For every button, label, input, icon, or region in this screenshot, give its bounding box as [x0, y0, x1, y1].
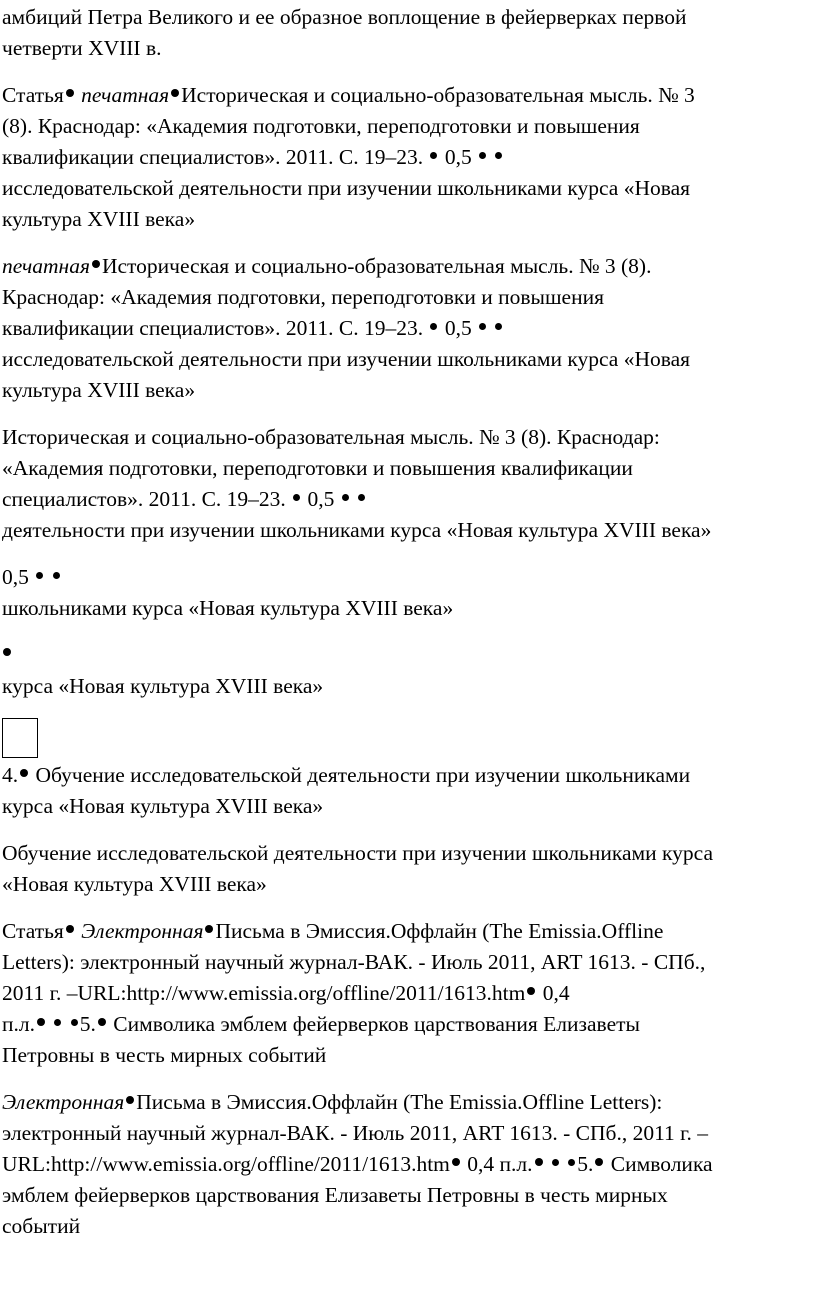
text-fragment: п.л.: [2, 1012, 35, 1036]
text-fragment: Статья: [2, 83, 64, 107]
bullet-icon: [98, 1018, 106, 1026]
paragraph-2: [2, 80, 814, 235]
paragraph-8: [2, 838, 814, 900]
bullet-icon: [54, 1019, 61, 1026]
bullet-icon: [66, 89, 74, 97]
text-fragment: специалистов». 2011. С. 19–23.: [2, 487, 286, 511]
text-line: школьниками курса «Новая культура XVIII века»: [2, 596, 454, 620]
text-fragment: 5.: [577, 1152, 594, 1176]
text-line: [2, 80, 814, 111]
bullet-icon: [3, 648, 11, 656]
text-line: эмблем фейерверков царствования Елизаветы Петровны в честь мирных: [2, 1183, 668, 1207]
paragraph-3: [2, 251, 814, 406]
text-line: культура XVIII века»: [2, 378, 196, 402]
text-line: (8). Краснодар: «Академия подготовки, переподготовки и повышения: [2, 114, 640, 138]
text-line: [2, 142, 814, 173]
bullet-icon: [495, 152, 502, 159]
text-line: [2, 760, 814, 791]
text-fragment: Обучение исследовательской деятельности при изучении школьниками: [35, 763, 691, 787]
italic-text: печатная: [81, 83, 170, 107]
empty-box: [2, 718, 814, 758]
text-line: [2, 313, 814, 344]
text-fragment: 4.: [2, 763, 19, 787]
text-fragment: 2011 г. –URL:http://www.emissia.org/offline/2011/1613.htm: [2, 981, 526, 1005]
bullet-icon: [568, 1159, 575, 1166]
text-line: Краснодар: «Академия подготовки, переподготовки и повышения: [2, 285, 604, 309]
text-fragment: квалификации специалистов». 2011. С. 19–23.: [2, 316, 424, 340]
text-fragment: 0,5: [2, 565, 29, 589]
bullet-icon: [293, 494, 300, 501]
bullet-icon: [495, 323, 502, 330]
text-fragment: 0,5: [307, 487, 335, 511]
paragraph-6: [2, 640, 814, 702]
bullet-icon: [171, 89, 179, 97]
text-line: [2, 562, 814, 593]
bullet-icon: [479, 323, 486, 330]
text-fragment: 0,5: [444, 145, 472, 169]
bullet-icon: [37, 1018, 45, 1026]
bullet-icon: [595, 1158, 603, 1166]
text-line: [2, 251, 814, 282]
text-line: [2, 1149, 814, 1180]
paragraph-7: [2, 760, 814, 822]
text-fragment: Историческая и социально-образовательная мысль. № 3 (8).: [101, 254, 652, 278]
text-line: исследовательской деятельности при изучении школьниками курса «Новая: [2, 347, 691, 371]
paragraph-10: [2, 1087, 814, 1242]
text-fragment: Символика эмблем фейерверков царствования Елизаветы: [113, 1012, 640, 1036]
text-fragment: 0,4: [542, 981, 570, 1005]
text-line: Letters): электронный научный журнал-ВАК. - Июль 2011, ART 1613. - СПб.,: [2, 950, 706, 974]
bullet-icon: [92, 260, 100, 268]
bullet-icon: [552, 1159, 559, 1166]
text-line: электронный научный журнал-ВАК. - Июль 2011, ART 1613. - СПб., 2011 г. –: [2, 1121, 709, 1145]
text-fragment: Письма в Эмиссия.Оффлайн (The Emissia.Offline Letters):: [136, 1090, 663, 1114]
text-line: [2, 484, 814, 515]
text-fragment: 5.: [79, 1012, 96, 1036]
text-line: «Академия подготовки, переподготовки и повышения квалификации: [2, 456, 633, 480]
checkbox-placeholder: [2, 718, 38, 758]
text-line: [2, 978, 814, 1009]
text-line: курса «Новая культура XVIII века»: [2, 674, 324, 698]
paragraph-1: [2, 2, 814, 64]
bullet-icon: [36, 572, 43, 579]
bullet-icon: [527, 987, 535, 995]
text-line: событий: [2, 1214, 81, 1238]
bullet-icon: [66, 925, 74, 933]
bullet-icon: [535, 1158, 543, 1166]
text-fragment: URL:http://www.emissia.org/offline/2011/1613.htm: [2, 1152, 450, 1176]
bullet-icon: [430, 323, 437, 330]
text-line: деятельности при изучении школьниками курса «Новая культура XVIII века»: [2, 518, 712, 542]
document-page: [2, 2, 814, 1258]
text-line: Петровны в честь мирных событий: [2, 1043, 327, 1067]
bullet-icon: [53, 572, 60, 579]
text-fragment: 0,5: [444, 316, 472, 340]
text-fragment: Историческая и социально-образовательная мысль. № 3: [181, 83, 695, 107]
italic-text: Электронная: [81, 919, 204, 943]
bullet-icon: [358, 494, 365, 501]
bullet-line: [2, 640, 814, 671]
text-line: амбиций Петра Великого и ее образное воплощение в фейерверках первой: [2, 5, 687, 29]
text-fragment: Символика: [610, 1152, 713, 1176]
text-line: курса «Новая культура XVIII века»: [2, 794, 324, 818]
paragraph-9: [2, 916, 814, 1071]
italic-text: печатная: [2, 254, 90, 278]
text-line: «Новая культура XVIII века»: [2, 872, 267, 896]
text-fragment: 0,4 п.л.: [467, 1152, 533, 1176]
bullet-icon: [20, 769, 28, 777]
bullet-icon: [342, 494, 349, 501]
text-fragment: квалификации специалистов». 2011. С. 19–23.: [2, 145, 424, 169]
text-fragment: Статья: [2, 919, 64, 943]
bullet-icon: [205, 925, 213, 933]
bullet-icon: [479, 152, 486, 159]
italic-text: Электронная: [2, 1090, 125, 1114]
text-fragment: Письма в Эмиссия.Оффлайн (The Emissia.Offline: [215, 919, 664, 943]
text-line: Историческая и социально-образовательная мысль. № 3 (8). Краснодар:: [2, 425, 660, 449]
text-line: четверти XVIII в.: [2, 36, 162, 60]
bullet-icon: [71, 1019, 78, 1026]
text-line: культура XVIII века»: [2, 207, 196, 231]
bullet-icon: [126, 1096, 134, 1104]
paragraph-4: [2, 422, 814, 546]
text-line: [2, 916, 814, 947]
text-line: [2, 1009, 814, 1040]
paragraph-5: [2, 562, 814, 624]
text-line: Обучение исследовательской деятельности при изучении школьниками курса: [2, 841, 714, 865]
text-line: исследовательской деятельности при изучении школьниками курса «Новая: [2, 176, 691, 200]
text-line: [2, 1087, 814, 1118]
bullet-icon: [430, 152, 437, 159]
bullet-icon: [452, 1158, 460, 1166]
